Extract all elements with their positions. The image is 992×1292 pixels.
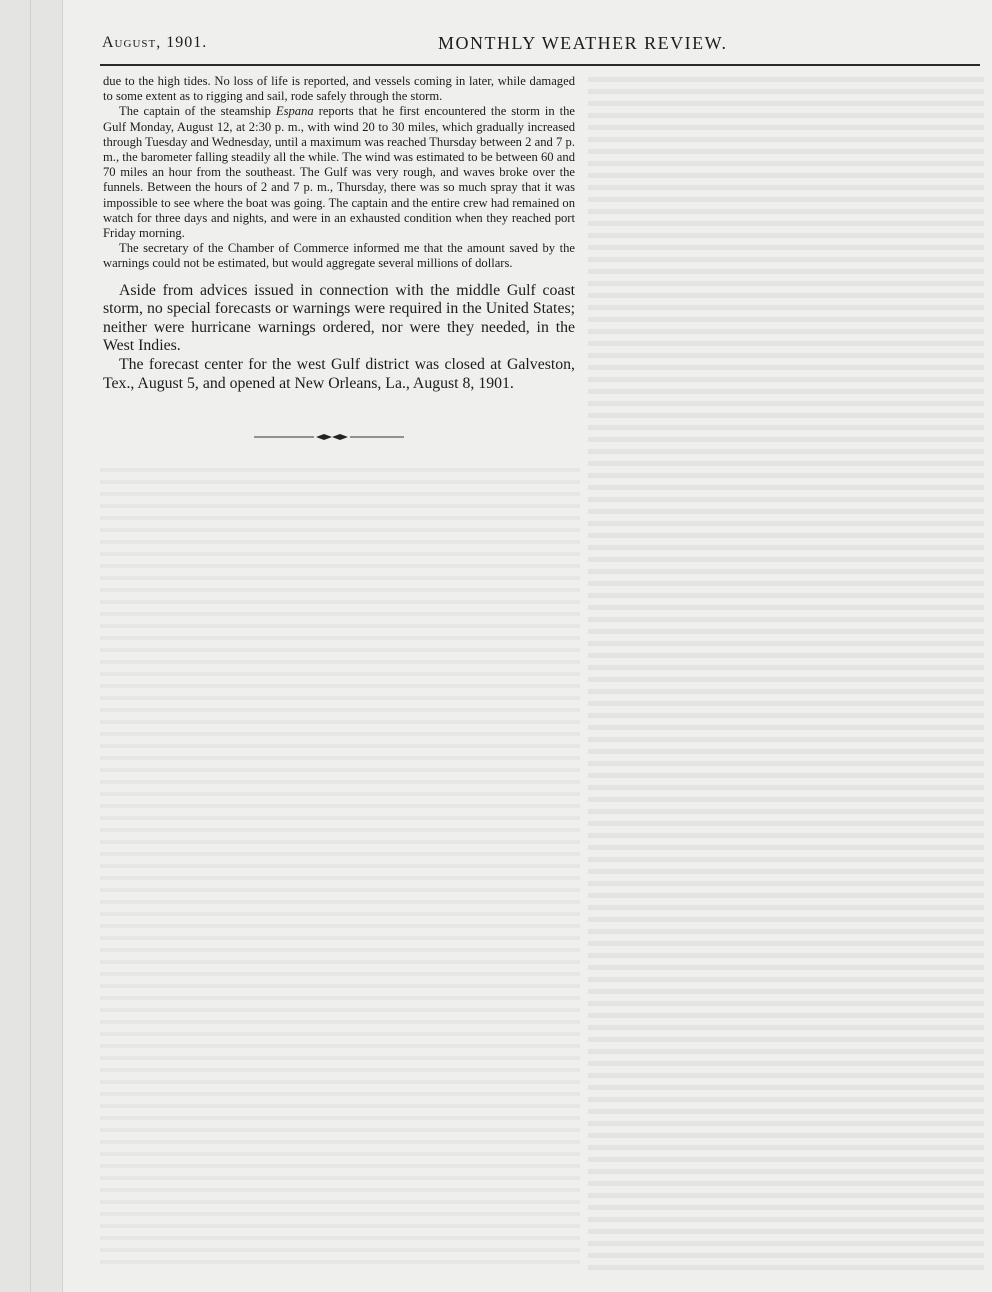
running-header bbox=[100, 30, 980, 66]
article-column bbox=[103, 74, 575, 393]
report-text bbox=[103, 74, 575, 272]
paragraph-tides: due to the high tides. No loss of life is reported, and vessels coming in later, while damaged to some extent as to rigging and sail, rode safely through the storm. bbox=[103, 74, 575, 104]
paragraph-no-warnings: Aside from advices issued in connection with the middle Gulf coast storm, no special forecasts or warnings were required in the United States; neither were hurricane warnings ordered, nor were they needed, in the West Indies. bbox=[103, 281, 575, 355]
captain-report-body: reports that he first encountered the storm in the Gulf Monday, August 12, at 2:30 p. m., with wind 20 to 30 miles, which gradually increased through Tuesday and Wednesday, until a maximum was reached Thursday between 2 and 7 p. m., the barometer falling steadily all the while. The wind was estimated to be between 60 and 70 miles an hour from the southeast. The Gulf was very rough, and waves broke over the funnels. Between the hours of 2 and 7 p. m., Thursday, there was so much spray that it was impossible to see where the boat was going. The captain and the entire crew had remained on watch for three days and nights, and were in an exhausted condition when they reached port Friday morning. bbox=[103, 104, 575, 241]
page-edge bbox=[0, 0, 63, 1292]
ornamental-divider bbox=[254, 432, 404, 442]
paragraph-captain-report bbox=[103, 104, 575, 241]
page-edge-line bbox=[30, 0, 31, 1292]
ship-name: Espana bbox=[275, 104, 314, 119]
bleed-through-text bbox=[588, 70, 984, 1270]
bleed-through-text-lower bbox=[100, 460, 580, 1270]
journal-title: MONTHLY WEATHER REVIEW. bbox=[438, 33, 728, 53]
paragraph-chamber-of-commerce: The secretary of the Chamber of Commerce informed me that the amount saved by the warnings could not be estimated, but would aggregate several millions of dollars. bbox=[103, 241, 575, 271]
captain-report-lead: The captain of the steamship bbox=[119, 104, 276, 119]
summary-text bbox=[103, 282, 575, 394]
header-rule bbox=[100, 64, 980, 66]
paragraph-forecast-center: The forecast center for the west Gulf district was closed at Galveston, Tex., August 5, and opened at New Orleans, La., August 8, 1901. bbox=[103, 356, 575, 392]
header-date: August, 1901. bbox=[102, 34, 208, 51]
